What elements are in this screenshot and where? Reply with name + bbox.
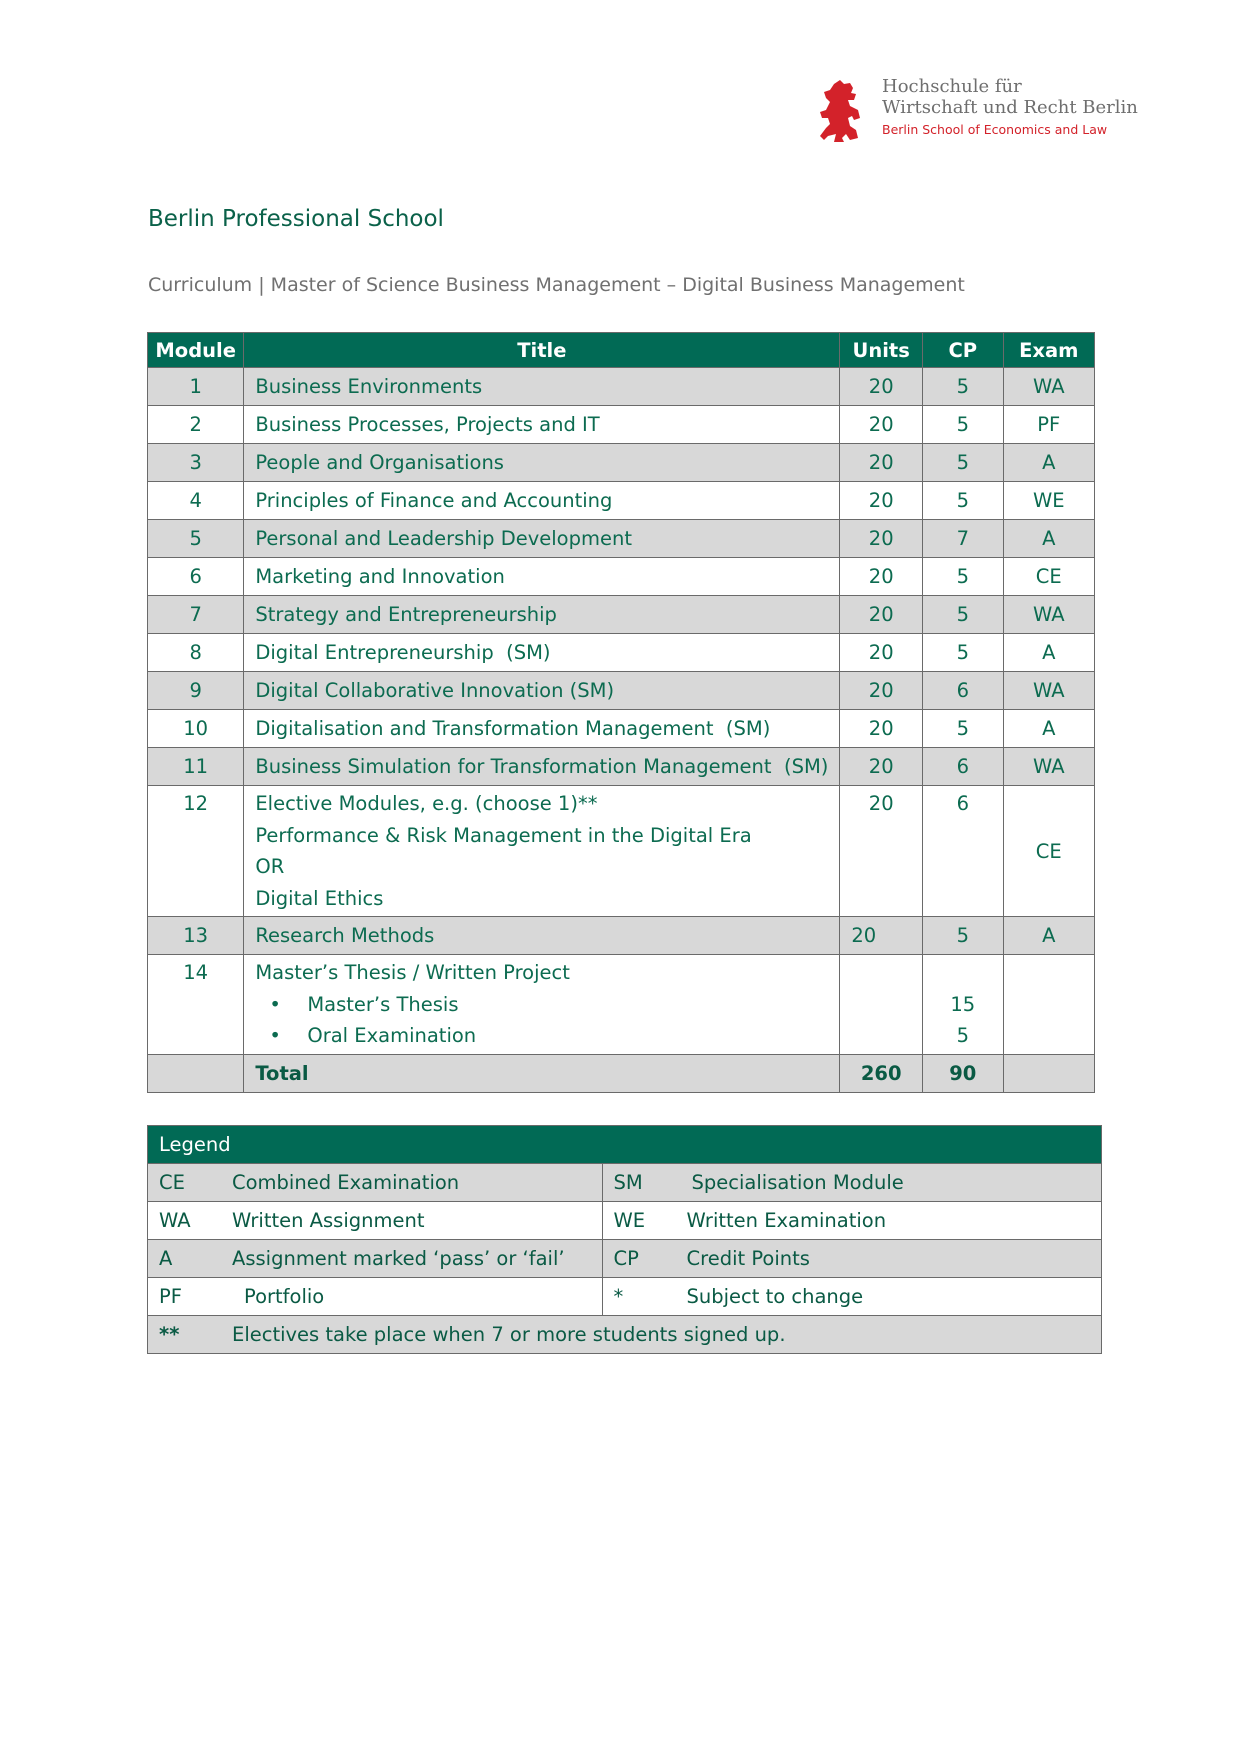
cell-cp: 6 xyxy=(923,786,1004,917)
cell-title: Business Processes, Projects and IT xyxy=(244,406,840,444)
table-row-electives xyxy=(148,786,1095,917)
hwr-logo xyxy=(820,76,1138,146)
elective-heading: Elective Modules, e.g. (choose 1)** xyxy=(255,792,598,815)
legend-abbr: SM xyxy=(613,1171,643,1194)
cell-title: Strategy and Entrepreneurship xyxy=(244,596,840,634)
cell-exam: WA xyxy=(1003,672,1094,710)
header-title: Title xyxy=(244,333,840,368)
table-row xyxy=(148,406,1095,444)
table-row xyxy=(148,482,1095,520)
cell-exam: WA xyxy=(1003,596,1094,634)
legend-cell xyxy=(602,1278,1101,1316)
cell-exam: WA xyxy=(1003,748,1094,786)
legend-desc: Credit Points xyxy=(686,1247,810,1270)
cell-module: 10 xyxy=(148,710,244,748)
cell-title: Business Environments xyxy=(244,368,840,406)
cell-module: 4 xyxy=(148,482,244,520)
legend-abbr: CP xyxy=(613,1247,639,1270)
legend-header-row xyxy=(148,1126,1102,1164)
cell-title: Marketing and Innovation xyxy=(244,558,840,596)
table-total-row xyxy=(148,1054,1095,1092)
thesis-heading: Master’s Thesis / Written Project xyxy=(255,961,570,984)
legend-abbr: CE xyxy=(159,1171,185,1194)
elective-or: OR xyxy=(255,855,285,878)
table-row xyxy=(148,672,1095,710)
cell-cp-thesis xyxy=(923,955,1004,1055)
header-module: Module xyxy=(148,333,244,368)
legend-cell xyxy=(602,1164,1101,1202)
cell-cp: 5 xyxy=(923,558,1004,596)
cell-units: 20 xyxy=(840,596,923,634)
legend-desc: Written Examination xyxy=(686,1209,887,1232)
cell-module: 5 xyxy=(148,520,244,558)
cell-module: 14 xyxy=(148,955,244,1055)
cell-exam: CE xyxy=(1003,558,1094,596)
legend-desc: Subject to change xyxy=(686,1285,864,1308)
cell-units: 20 xyxy=(840,444,923,482)
cell-module: 12 xyxy=(148,786,244,917)
legend-desc: Specialisation Module xyxy=(691,1171,904,1194)
total-cp: 90 xyxy=(923,1054,1004,1092)
cell-module: 11 xyxy=(148,748,244,786)
cell-exam: A xyxy=(1003,520,1094,558)
legend-desc: Assignment marked ‘pass’ or ‘fail’ xyxy=(232,1247,565,1270)
thesis-sub-item xyxy=(255,1020,828,1052)
elective-option-2: Digital Ethics xyxy=(255,886,384,910)
berlin-bear-icon xyxy=(820,80,862,142)
legend-desc: Electives take place when 7 or more students signed up. xyxy=(232,1323,786,1346)
table-row xyxy=(148,520,1095,558)
cell-module: 2 xyxy=(148,406,244,444)
legend-abbr: * xyxy=(613,1285,624,1308)
cell-exam: CE xyxy=(1003,786,1094,917)
thesis-sub-item xyxy=(255,989,828,1021)
cell-units: 20 xyxy=(840,786,923,917)
logo-line-3: Berlin School of Economics and Law xyxy=(882,122,1108,137)
header-units: Units xyxy=(840,333,923,368)
cell-module: 13 xyxy=(148,917,244,955)
cell-module: 1 xyxy=(148,368,244,406)
cell-units: 20 xyxy=(840,406,923,444)
cell-cp: 5 xyxy=(923,596,1004,634)
table-row-thesis xyxy=(148,955,1095,1055)
cell-units: 20 xyxy=(840,917,923,955)
table-row xyxy=(148,917,1095,955)
legend-cell xyxy=(148,1202,603,1240)
legend-row xyxy=(148,1164,1102,1202)
cell-cp: 5 xyxy=(923,710,1004,748)
legend-cell xyxy=(602,1202,1101,1240)
legend-cell xyxy=(602,1240,1101,1278)
cell-title-electives xyxy=(244,786,840,917)
legend-desc: Written Assignment xyxy=(232,1209,425,1232)
table-row xyxy=(148,710,1095,748)
cell-module: 8 xyxy=(148,634,244,672)
cell-cp: 5 xyxy=(923,368,1004,406)
cell-title: Principles of Finance and Accounting xyxy=(244,482,840,520)
cell-units: 20 xyxy=(840,368,923,406)
header-cp: CP xyxy=(923,333,1004,368)
cell-cp: 5 xyxy=(923,917,1004,955)
legend-row xyxy=(148,1202,1102,1240)
cell-cp: 5 xyxy=(923,444,1004,482)
legend-footnote-row xyxy=(148,1316,1102,1354)
table-header-row xyxy=(148,333,1095,368)
total-label: Total xyxy=(244,1054,840,1092)
table-row xyxy=(148,558,1095,596)
cell-exam: WA xyxy=(1003,368,1094,406)
cell-exam: A xyxy=(1003,634,1094,672)
cell-module: 7 xyxy=(148,596,244,634)
page-subheading: Curriculum | Master of Science Business Management – Digital Business Management xyxy=(148,274,965,296)
legend-abbr: PF xyxy=(159,1285,182,1308)
bullet-icon: • xyxy=(269,992,281,1016)
legend-row xyxy=(148,1240,1102,1278)
thesis-sub-title: Master’s Thesis xyxy=(307,992,459,1016)
cell-units: 20 xyxy=(840,710,923,748)
cell-exam: PF xyxy=(1003,406,1094,444)
cell-module: 3 xyxy=(148,444,244,482)
cell-exam: WE xyxy=(1003,482,1094,520)
cell-cp: 5 xyxy=(923,482,1004,520)
cell-title: Digital Entrepreneurship (SM) xyxy=(244,634,840,672)
cell-cp: 6 xyxy=(923,672,1004,710)
logo-text xyxy=(882,76,1138,138)
table-row xyxy=(148,444,1095,482)
cell-exam: A xyxy=(1003,710,1094,748)
cell-title: Personal and Leadership Development xyxy=(244,520,840,558)
cell-units: 20 xyxy=(840,748,923,786)
cell-units: 20 xyxy=(840,558,923,596)
legend-table xyxy=(147,1125,1102,1354)
cp-spacer xyxy=(934,957,992,989)
legend-abbr: WE xyxy=(613,1209,646,1232)
table-row xyxy=(148,748,1095,786)
page-heading: Berlin Professional School xyxy=(148,206,444,232)
thesis-sub-title: Oral Examination xyxy=(307,1024,477,1047)
legend-row xyxy=(148,1278,1102,1316)
cell-title: Digitalisation and Transformation Management (SM) xyxy=(244,710,840,748)
legend-abbr: ** xyxy=(159,1323,180,1346)
cell-exam: A xyxy=(1003,444,1094,482)
cell-title-thesis xyxy=(244,955,840,1055)
cell-units xyxy=(840,955,923,1055)
curriculum-table xyxy=(147,332,1095,1093)
cell-exam xyxy=(1003,1054,1094,1092)
thesis-sub-cp: 15 xyxy=(950,992,976,1016)
cell-module: 6 xyxy=(148,558,244,596)
logo-line-1: Hochschule für xyxy=(882,76,1022,97)
cell-title: Business Simulation for Transformation Management (SM) xyxy=(244,748,840,786)
table-row xyxy=(148,596,1095,634)
cell-exam: A xyxy=(1003,917,1094,955)
cell-cp: 5 xyxy=(923,406,1004,444)
legend-abbr: A xyxy=(159,1247,173,1270)
cell-cp: 7 xyxy=(923,520,1004,558)
legend-abbr: WA xyxy=(159,1209,191,1232)
elective-option-1: Performance & Risk Management in the Digital Era xyxy=(255,823,752,847)
legend-cell xyxy=(148,1164,603,1202)
table-row xyxy=(148,368,1095,406)
thesis-sub-cp: 5 xyxy=(956,1024,969,1047)
legend-desc: Portfolio xyxy=(244,1285,325,1308)
cell-units: 20 xyxy=(840,634,923,672)
total-units: 260 xyxy=(840,1054,923,1092)
cell-exam xyxy=(1003,955,1094,1055)
logo-line-2: Wirtschaft und Recht Berlin xyxy=(882,97,1138,118)
cell-module: 9 xyxy=(148,672,244,710)
legend-title: Legend xyxy=(148,1126,1102,1164)
cell-cp: 5 xyxy=(923,634,1004,672)
cell-units: 20 xyxy=(840,672,923,710)
cell-title: Digital Collaborative Innovation (SM) xyxy=(244,672,840,710)
cell-title: People and Organisations xyxy=(244,444,840,482)
header-exam: Exam xyxy=(1003,333,1094,368)
legend-cell xyxy=(148,1240,603,1278)
legend-desc: Combined Examination xyxy=(232,1171,460,1194)
table-row xyxy=(148,634,1095,672)
cell-units: 20 xyxy=(840,482,923,520)
cell-module xyxy=(148,1054,244,1092)
cell-title: Research Methods xyxy=(244,917,840,955)
cell-units: 20 xyxy=(840,520,923,558)
legend-footnote xyxy=(148,1316,1102,1354)
bullet-icon: • xyxy=(269,1024,281,1047)
cell-cp: 6 xyxy=(923,748,1004,786)
legend-cell xyxy=(148,1278,603,1316)
